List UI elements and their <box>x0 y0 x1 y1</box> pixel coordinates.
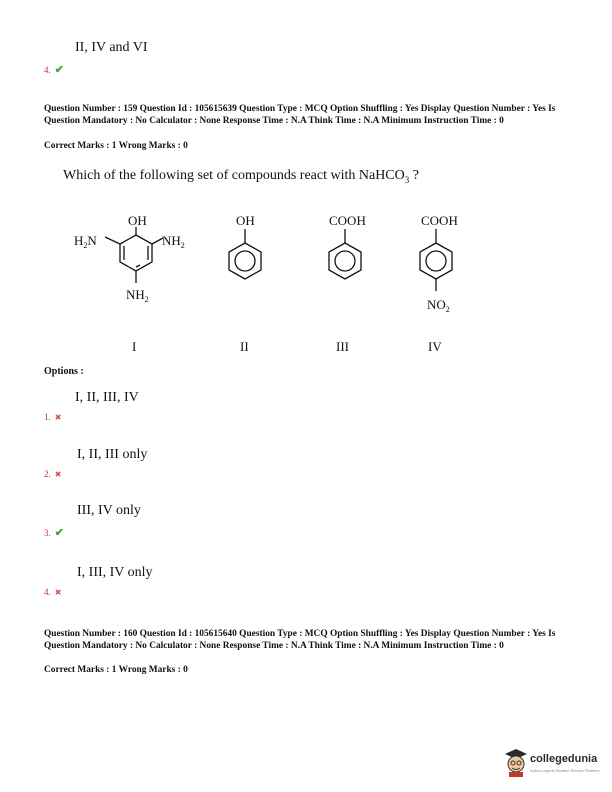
compound-2-top-label: OH <box>236 213 255 228</box>
compound-1-bottom-label: $NH_2$ <box>126 287 149 304</box>
chemical-structures-figure <box>60 205 490 365</box>
question-text-suffix: ? <box>409 168 419 183</box>
option-1-number: 1. <box>44 412 51 422</box>
option-2-text: I, II, III only <box>77 447 148 462</box>
option-1-text: I, II, III, IV <box>75 390 139 405</box>
compound-3-top-label: COOH <box>329 213 366 228</box>
logo-name: collegedunia <box>530 753 598 765</box>
compound-1-left-label: $H_2N$ <box>74 233 97 250</box>
check-icon: ✔ <box>54 527 64 539</box>
prev-option-number-row <box>44 60 64 78</box>
question-159-marks: Correct Marks : 1 Wrong Marks : 0 <box>44 141 188 151</box>
question-160-meta: Question Number : 160 Question Id : 105615640 Question Type : MCQ Option Shuffling : Yes Display Question Number : Yes Is Question Mandatory : No Calculator : None Response Time : N.A Think Time : N.A Minimum Instruction Time : 0 <box>44 629 556 651</box>
compound-3-roman: III <box>336 339 349 354</box>
option-3-text: III, IV only <box>77 503 141 518</box>
compound-2-ring <box>229 229 261 279</box>
question-160-marks: Correct Marks : 1 Wrong Marks : 0 <box>44 665 188 675</box>
compound-3-ring <box>329 229 361 279</box>
option-4-number: 4. <box>44 587 51 597</box>
option-4-number-row <box>44 582 61 600</box>
collegedunia-logo <box>503 747 608 781</box>
option-2-number-row <box>44 464 61 482</box>
compound-4-ring <box>420 229 452 291</box>
cross-icon: ✖ <box>54 470 62 479</box>
compound-4-roman: IV <box>428 339 442 354</box>
question-text-subscript: 3 <box>404 174 410 185</box>
compound-1-right-label: $NH_2$ <box>162 233 185 250</box>
compound-2-roman: II <box>240 339 249 354</box>
compound-1-roman: I <box>132 339 137 354</box>
compound-4-bottom-label: $NO_2$ <box>427 297 450 314</box>
option-3-number-row <box>44 523 64 541</box>
cross-icon: ✖ <box>54 588 62 597</box>
check-icon: ✔ <box>54 64 64 76</box>
question-159-text <box>63 168 419 185</box>
compound-1-top-label: OH <box>128 213 147 228</box>
question-159-meta: Question Number : 159 Question Id : 105615639 Question Type : MCQ Option Shuffling : Yes Display Question Number : Yes Is Question Mandatory : No Calculator : None Response Time : N.A Think Time : N.A Minimum Instruction Time : 0 <box>44 104 556 126</box>
option-4-text: I, III, IV only <box>77 565 153 580</box>
prev-option-number: 4. <box>44 65 51 75</box>
logo-tagline: India's largest Student Review Platform <box>530 768 600 773</box>
compound-1-ring <box>105 227 163 283</box>
question-text-prefix: Which of the following set of compounds react with NaHCO <box>63 168 405 183</box>
graduate-mascot-icon <box>503 747 529 777</box>
option-3-number: 3. <box>44 528 51 538</box>
options-label: Options : <box>44 366 84 377</box>
option-1-number-row <box>44 407 61 425</box>
prev-option-text: II, IV and VI <box>75 40 148 55</box>
cross-icon: ✖ <box>54 413 62 422</box>
compound-4-top-label: COOH <box>421 213 458 228</box>
option-2-number: 2. <box>44 469 51 479</box>
